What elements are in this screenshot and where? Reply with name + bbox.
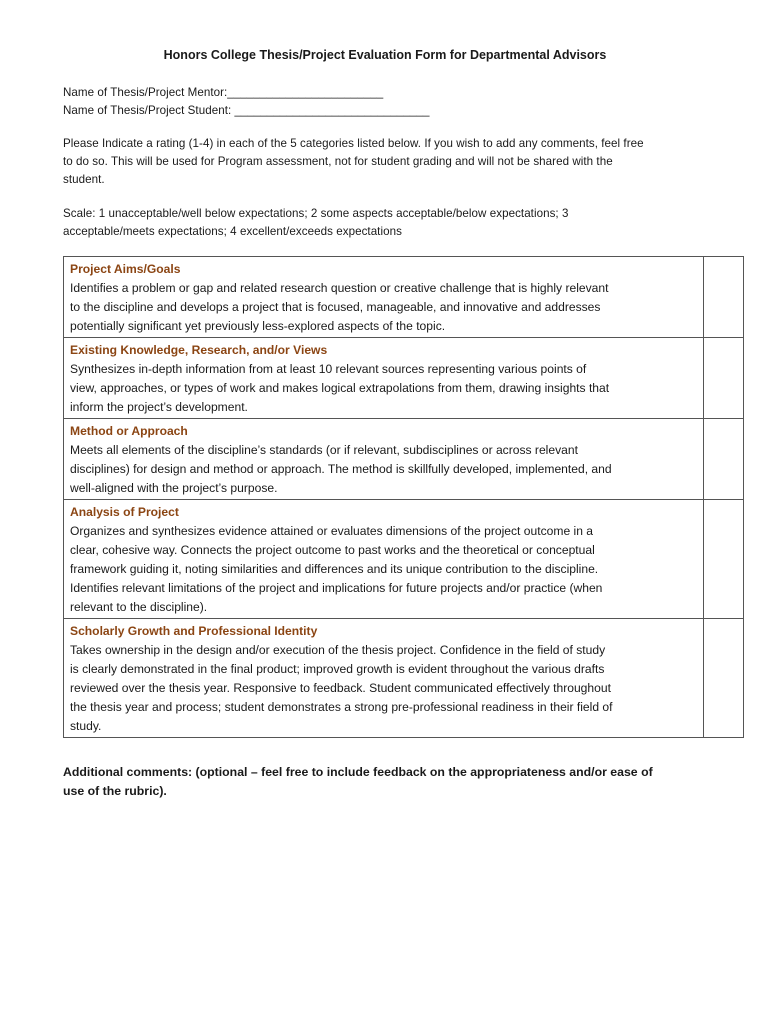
category-cell-scholarly-growth: [64, 619, 704, 738]
category-heading: Method or Approach: [70, 424, 188, 438]
category-description-line: Identifies a problem or gap and related research question or creative challenge that is highly relevant: [70, 281, 609, 295]
category-cell-project-aims: [64, 257, 704, 338]
additional-comments: [63, 763, 713, 801]
category-description-line: view, approaches, or types of work and makes logical extrapolations from them, drawing insights that: [70, 381, 610, 395]
category-description-line: Synthesizes in-depth information from at least 10 relevant sources representing various points of: [70, 362, 587, 376]
rating-cell-method[interactable]: [704, 419, 744, 500]
table-row: [64, 619, 744, 738]
scale-line: acceptable/meets expectations; 4 excellent/exceeds expectations: [63, 225, 402, 238]
rating-cell-existing-knowledge[interactable]: [704, 338, 744, 419]
name-fields: [63, 84, 708, 120]
category-description-line: to the discipline and develops a project that is focused, manageable, and innovative and addresses: [70, 300, 601, 314]
rating-cell-project-aims[interactable]: [704, 257, 744, 338]
table-row: [64, 500, 744, 619]
rubric-table: [63, 256, 744, 738]
form-title: Honors College Thesis/Project Evaluation Form for Departmental Advisors: [163, 48, 607, 62]
category-heading: Project Aims/Goals: [70, 262, 181, 276]
category-description-line: Identifies relevant limitations of the project and implications for future projects and/or practice (when: [70, 581, 603, 595]
category-cell-method: [64, 419, 704, 500]
category-description-line: clear, cohesive way. Connects the project outcome to past works and the theoretical or conceptual: [70, 543, 595, 557]
rating-scale: [63, 205, 708, 241]
instructions: [63, 135, 708, 189]
instructions-line: to do so. This will be used for Program assessment, not for student grading and will not be shared with the: [63, 155, 613, 168]
mentor-name-field[interactable]: Name of Thesis/Project Mentor:________________________: [63, 86, 384, 99]
rating-cell-scholarly-growth[interactable]: [704, 619, 744, 738]
category-description-line: reviewed over the thesis year. Responsive to feedback. Student communicated effectively throughout: [70, 681, 611, 695]
category-description-line: study.: [70, 719, 102, 733]
category-description-line: well-aligned with the project’s purpose.: [70, 481, 278, 495]
category-description-line: Organizes and synthesizes evidence attained or evaluates dimensions of the project outcome in a: [70, 524, 594, 538]
table-row: [64, 338, 744, 419]
table-row: [64, 257, 744, 338]
table-row: [64, 419, 744, 500]
category-description-line: disciplines) for design and method or approach. The method is skillfully developed, implemented, and: [70, 462, 612, 476]
additional-comments-line: Additional comments: (optional – feel free to include feedback on the appropriateness and/or ease of: [63, 765, 653, 779]
instructions-line: Please Indicate a rating (1-4) in each of the 5 categories listed below. If you wish to add any comments, feel free: [63, 137, 644, 150]
category-description-line: relevant to the discipline).: [70, 600, 208, 614]
category-cell-existing-knowledge: [64, 338, 704, 419]
additional-comments-line: use of the rubric).: [63, 784, 167, 798]
rating-cell-analysis[interactable]: [704, 500, 744, 619]
scale-line: Scale: 1 unacceptable/well below expectations; 2 some aspects acceptable/below expectations; 3: [63, 207, 569, 220]
category-description-line: Takes ownership in the design and/or execution of the thesis project. Confidence in the field of study: [70, 643, 606, 657]
category-description-line: framework guiding it, noting similarities and differences and its unique contribution to the discipline.: [70, 562, 599, 576]
category-heading: Analysis of Project: [70, 505, 179, 519]
category-cell-analysis: [64, 500, 704, 619]
category-description-line: potentially significant yet previously less-explored aspects of the topic.: [70, 319, 446, 333]
category-description-line: inform the project’s development.: [70, 400, 248, 414]
category-description-line: Meets all elements of the discipline’s standards (or if relevant, subdisciplines or across relevant: [70, 443, 578, 457]
category-description-line: the thesis year and process; student demonstrates a strong pre-professional readiness in their field of: [70, 700, 613, 714]
category-heading: Existing Knowledge, Research, and/or Views: [70, 343, 328, 357]
category-description-line: is clearly demonstrated in the final product; improved growth is evident throughout the various drafts: [70, 662, 605, 676]
instructions-line: student.: [63, 173, 105, 186]
category-heading: Scholarly Growth and Professional Identity: [70, 624, 318, 638]
student-name-field[interactable]: Name of Thesis/Project Student: ______________________________: [63, 104, 430, 117]
